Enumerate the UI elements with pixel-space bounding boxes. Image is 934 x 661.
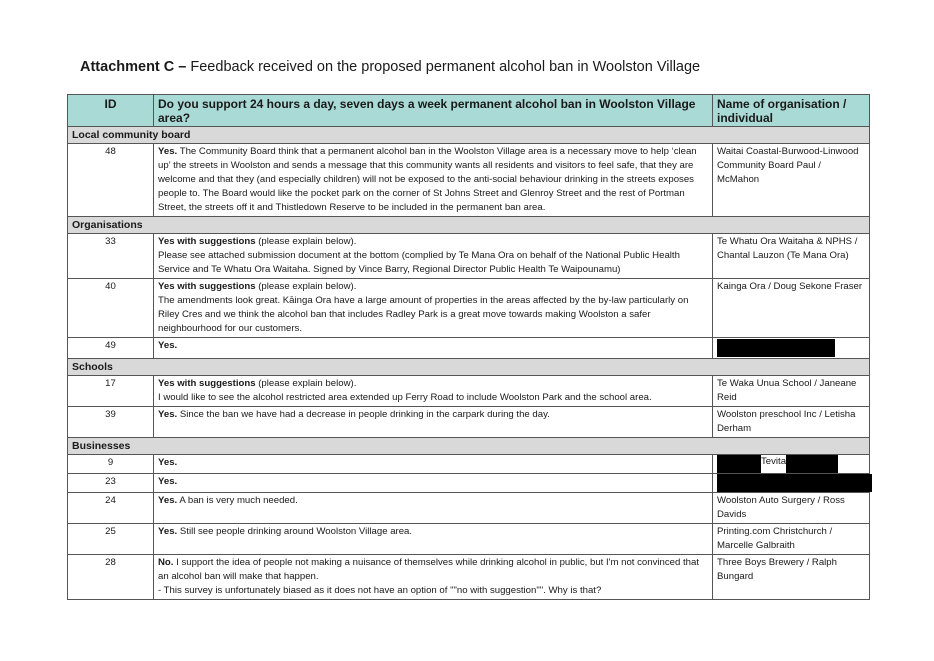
header-name: Name of organisation / individual [713, 95, 870, 127]
attachment-label: Attachment C – [80, 59, 187, 75]
table-body [68, 127, 870, 600]
respondent-name: Waitai Coastal-Burwood-Linwood Community Board Paul / McMahon [713, 144, 870, 217]
section-row [68, 217, 870, 234]
response-cell [154, 555, 713, 600]
table-row [68, 279, 870, 338]
section-title: Schools [68, 359, 870, 376]
respondent-name: Woolston preschool Inc / Letisha Derham [713, 407, 870, 438]
table-row [68, 455, 870, 474]
redaction-block [717, 455, 761, 473]
response-answer: Yes with suggestions [158, 281, 256, 292]
response-answer: Yes. [158, 146, 178, 157]
response-cell [154, 376, 713, 407]
response-answer: Yes with suggestions [158, 378, 256, 389]
response-answer: Yes with suggestions [158, 236, 256, 247]
response-id: 25 [68, 524, 154, 555]
redaction-block [786, 455, 838, 473]
table-row [68, 474, 870, 493]
respondent-name: Three Boys Brewery / Ralph Bungard [713, 555, 870, 600]
redaction-block [717, 339, 835, 357]
response-answer: Yes. [158, 526, 178, 537]
header-id: ID [68, 95, 154, 127]
table-row [68, 524, 870, 555]
response-detail: The Community Board think that a permanent alcohol ban in the Woolston Village area is a necessary move to help ‘clean up’ the streets in Woolston and sends a message that this community wants all residents and visitors to feel safe, that they are welcome and that they (and especially children) will not be exposed to the anti-social behaviour drinking in the streets exposes people to. The Board would like the pocket park on the corner of St Johns Street and Glenroy Street and the rest of Portman Street, the streets off it and Thistledown Reserve to be included in the permanent ban area. [158, 146, 697, 213]
respondent-name [713, 455, 870, 474]
response-detail: Still see people drinking around Woolston Village area. [177, 526, 413, 537]
table-row [68, 493, 870, 524]
response-id: 40 [68, 279, 154, 338]
response-detail: (please explain below). I would like to see the alcohol restricted area extended up Ferry Road to include Woolston Park and the school area. [158, 378, 652, 403]
response-id: 9 [68, 455, 154, 474]
respondent-name: Woolston Auto Surgery / Ross Davids [713, 493, 870, 524]
header-question: Do you support 24 hours a day, seven days a week permanent alcohol ban in Woolston Village area? [154, 95, 713, 127]
response-detail: (please explain below). Please see attached submission document at the bottom (complied by Te Mana Ora on behalf of the National Public Health Service and Te Whatu Ora Waitaha. Signed by Vince Barry, Regional Director Public Health Te Waipounamu) [158, 236, 680, 275]
table-row [68, 144, 870, 217]
header-row [68, 95, 870, 127]
section-row [68, 359, 870, 376]
response-cell [154, 474, 713, 493]
response-id: 33 [68, 234, 154, 279]
section-title: Organisations [68, 217, 870, 234]
response-answer: Yes. [158, 495, 178, 506]
response-id: 17 [68, 376, 154, 407]
response-cell [154, 493, 713, 524]
response-cell [154, 455, 713, 474]
table-row [68, 376, 870, 407]
section-row [68, 438, 870, 455]
respondent-name: Printing.com Christchurch / Marcelle Galbraith [713, 524, 870, 555]
response-answer: Yes. [158, 409, 178, 420]
feedback-table [67, 94, 870, 600]
respondent-name-text: Tevita [761, 456, 787, 467]
page-title [80, 59, 700, 75]
table-row [68, 555, 870, 600]
title-text: Feedback received on the proposed permanent alcohol ban in Woolston Village [186, 59, 701, 75]
table-row [68, 407, 870, 438]
response-id: 24 [68, 493, 154, 524]
response-answer: Yes. [158, 340, 178, 351]
section-title: Businesses [68, 438, 870, 455]
response-detail: I support the idea of people not making a nuisance of themselves while drinking alcohol in public, but I'm not convinced that an alcohol ban will make that happen. - This survey is unfortunately biased as it does not have an option of ""no with suggestion"". Why is that? [158, 557, 700, 596]
response-detail: (please explain below). The amendments look great. Kāinga Ora have a large amount of properties in the areas affected by the by-law particularly on Riley Cres and we think the alcohol ban that includes Radley Park is a great move towards making Woolston a safer neighbourhood for our customers. [158, 281, 689, 334]
respondent-name: Kainga Ora / Doug Sekone Fraser [713, 279, 870, 338]
response-id: 23 [68, 474, 154, 493]
response-detail: A ban is very much needed. [177, 495, 298, 506]
section-row [68, 127, 870, 144]
respondent-name [713, 338, 870, 359]
response-answer: Yes. [158, 457, 178, 468]
response-id: 48 [68, 144, 154, 217]
response-cell [154, 407, 713, 438]
response-answer: No. [158, 557, 174, 568]
table-row [68, 234, 870, 279]
response-cell [154, 234, 713, 279]
redaction-block [717, 474, 872, 492]
response-id: 28 [68, 555, 154, 600]
response-id: 39 [68, 407, 154, 438]
response-answer: Yes. [158, 476, 178, 487]
respondent-name: Te Waka Unua School / Janeane Reid [713, 376, 870, 407]
section-title: Local community board [68, 127, 870, 144]
response-cell [154, 279, 713, 338]
table-row [68, 338, 870, 359]
response-cell [154, 144, 713, 217]
response-cell [154, 338, 713, 359]
response-id: 49 [68, 338, 154, 359]
response-cell [154, 524, 713, 555]
respondent-name [713, 474, 870, 493]
response-detail: Since the ban we have had a decrease in people drinking in the carpark during the day. [177, 409, 550, 420]
respondent-name: Te Whatu Ora Waitaha & NPHS / Chantal Lauzon (Te Mana Ora) [713, 234, 870, 279]
